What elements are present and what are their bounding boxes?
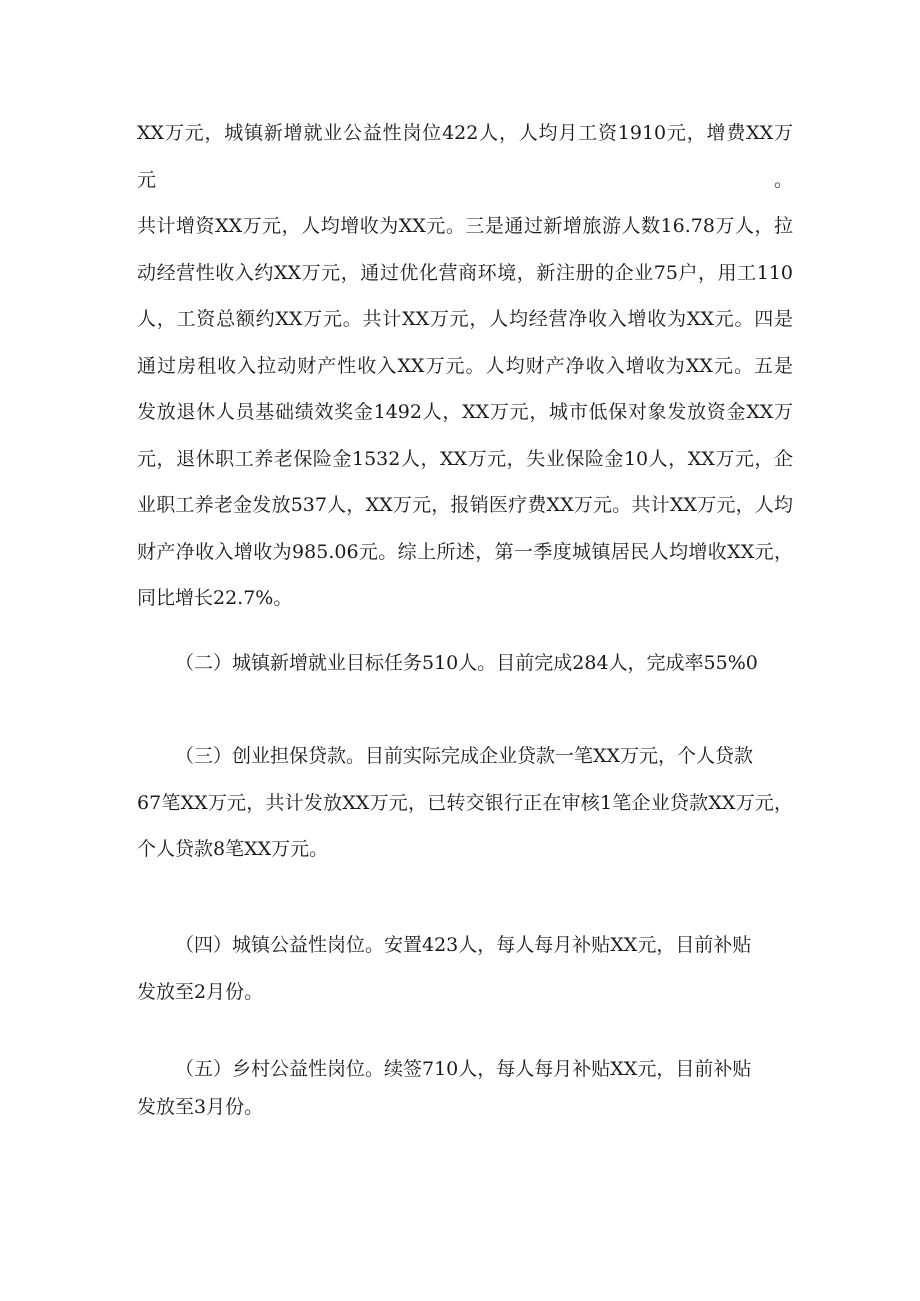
- text-line: 人，工资总额约XX万元。共计XX万元，人均经营净收入增收为XX元。四是: [137, 308, 793, 330]
- text-line: 个人贷款8笔XX万元。: [137, 838, 329, 860]
- text-line: （二）城镇新增就业目标任务510人。目前完成284人，完成率55%0: [175, 652, 758, 674]
- text-line: 共计增资XX万元，人均增收为XX元。三是通过新增旅游人数16.78万人，拉: [137, 215, 793, 237]
- text-line: 财产净收入增收为985.06元。综上所述，第一季度城镇居民人均增收XX元，: [137, 540, 793, 563]
- text-line: （三）创业担保贷款。目前实际完成企业贷款一笔XX万元，个人贷款: [175, 745, 754, 767]
- text-line: 同比增长22.7%。: [137, 587, 293, 609]
- paragraph-income-details: [137, 110, 793, 622]
- paragraph-employment-target: [137, 640, 793, 687]
- text-line: 发放退休人员基础绩效奖金1492人，XX万元，城市低保对象发放资金XX万: [137, 401, 793, 423]
- text-line: （四）城镇公益性岗位。安置423人，每人每月补贴XX元，目前补贴: [175, 934, 752, 956]
- text-line: 业职工养老金发放537人，XX万元，报销医疗费XX万元。共计XX万元，人均: [137, 494, 793, 516]
- paragraph-guaranteed-loans: [137, 733, 793, 873]
- text-line: 动经营性收入约XX万元，通过优化营商环境，新注册的企业75户，用工110: [137, 261, 793, 284]
- text-line: 通过房租收入拉动财产性收入XX万元。人均财产净收入增收为XX元。五是: [137, 354, 793, 377]
- text-line: XX万元，城镇新增就业公益性岗位422人，人均月工资1910元，增费XX万元。: [137, 122, 793, 191]
- paragraph-urban-public-posts: [137, 922, 793, 1015]
- paragraph-rural-public-posts: [137, 1050, 793, 1126]
- text-line: （五）乡村公益性岗位。续签710人，每人每月补贴XX元，目前补贴: [175, 1058, 752, 1080]
- text-line: 元，退休职工养老保险金1532人，XX万元，失业保险金10人，XX万元，企: [137, 447, 793, 470]
- text-line: 发放至2月份。: [137, 980, 264, 1003]
- text-line: 发放至3月份。: [137, 1096, 264, 1118]
- text-line: 67笔XX万元，共计发放XX万元，已转交银行正在审核1笔企业贷款XX万元，: [137, 791, 793, 814]
